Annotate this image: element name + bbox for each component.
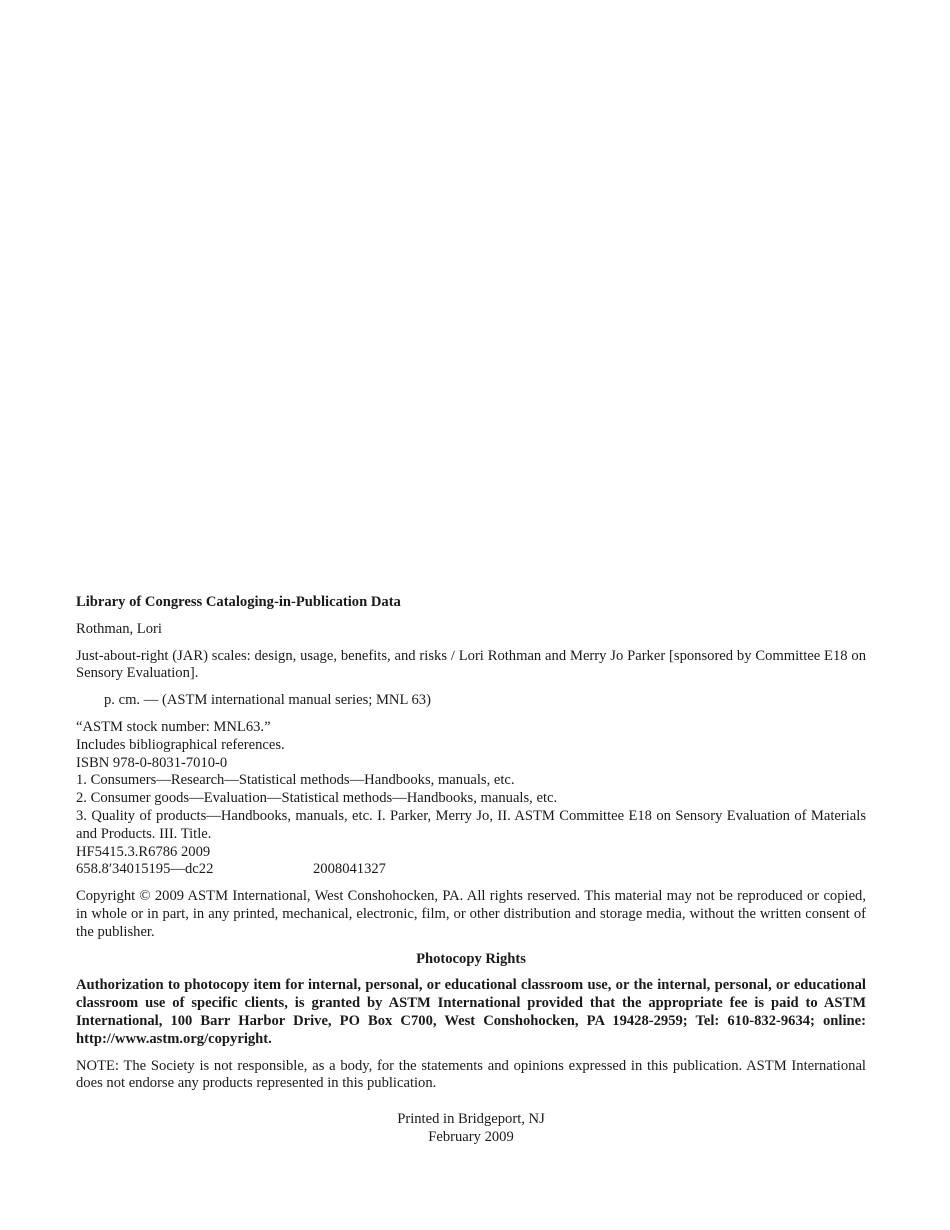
cip-lccn: 2008041327	[313, 861, 386, 878]
cip-note-bibliography: Includes bibliographical references.	[76, 736, 285, 753]
cip-dewey-row	[76, 861, 866, 879]
cip-note-subject-3: 3. Quality of products—Handbooks, manuals, etc. I. Parker, Merry Jo, II. ASTM Committee E18 on Sensory Evaluation of Materials and Products. III. Title.	[76, 807, 866, 842]
copyright-notice: Copyright © 2009 ASTM International, West Conshohocken, PA. All rights reserved. This material may not be reproduced or copied, in whole or in part, in any printed, mechanical, electronic, film, or other distribution and storage media, without the written consent of the publisher.	[76, 888, 866, 940]
cip-heading: Library of Congress Cataloging-in-Publication Data	[76, 594, 401, 610]
printed-info	[76, 1111, 866, 1147]
cip-note-stock-number: “ASTM stock number: MNL63.”	[76, 718, 271, 735]
cip-note-subject-1: 1. Consumers—Research—Statistical methods—Handbooks, manuals, etc.	[76, 772, 515, 789]
printed-date: February 2009	[428, 1128, 514, 1145]
photocopy-heading: Photocopy Rights	[416, 950, 526, 967]
cip-title-line: Just-about-right (JAR) scales: design, usage, benefits, and risks / Lori Rothman and Merry Jo Parker [sponsored by Committee E18 on Sensory Evaluation].	[76, 647, 866, 682]
copyright-page-content	[76, 594, 866, 1147]
printed-place: Printed in Bridgeport, NJ	[397, 1111, 545, 1128]
cip-series-line: p. cm. — (ASTM international manual series; MNL 63)	[104, 692, 431, 709]
cip-note-isbn: ISBN 978-0-8031-7010-0	[76, 754, 228, 771]
cip-notes	[76, 719, 866, 879]
cip-note-subject-2: 2. Consumer goods—Evaluation—Statistical methods—Handbooks, manuals, etc.	[76, 790, 558, 807]
cip-note-lc-class: HF5415.3.R6786 2009	[76, 843, 211, 860]
cip-author: Rothman, Lori	[76, 620, 162, 637]
photocopy-text: Authorization to photocopy item for internal, personal, or educational classroom use, or the internal, personal, or educational classroom use of specific clients, is granted by ASTM International provided that the appropriate fee is paid to ASTM International, 100 Barr Harbor Drive, PO Box C700, West Conshohocken, PA 19428-2959; Tel: 610-832-9634; online: http://www.astm.org/copyright.	[76, 977, 866, 1047]
disclaimer-note: NOTE: The Society is not responsible, as a body, for the statements and opinions expressed in this publication. ASTM International does not endorse any products represented in this publication.	[76, 1057, 866, 1092]
cip-dewey: 658.8′34015195—dc22	[76, 861, 214, 878]
